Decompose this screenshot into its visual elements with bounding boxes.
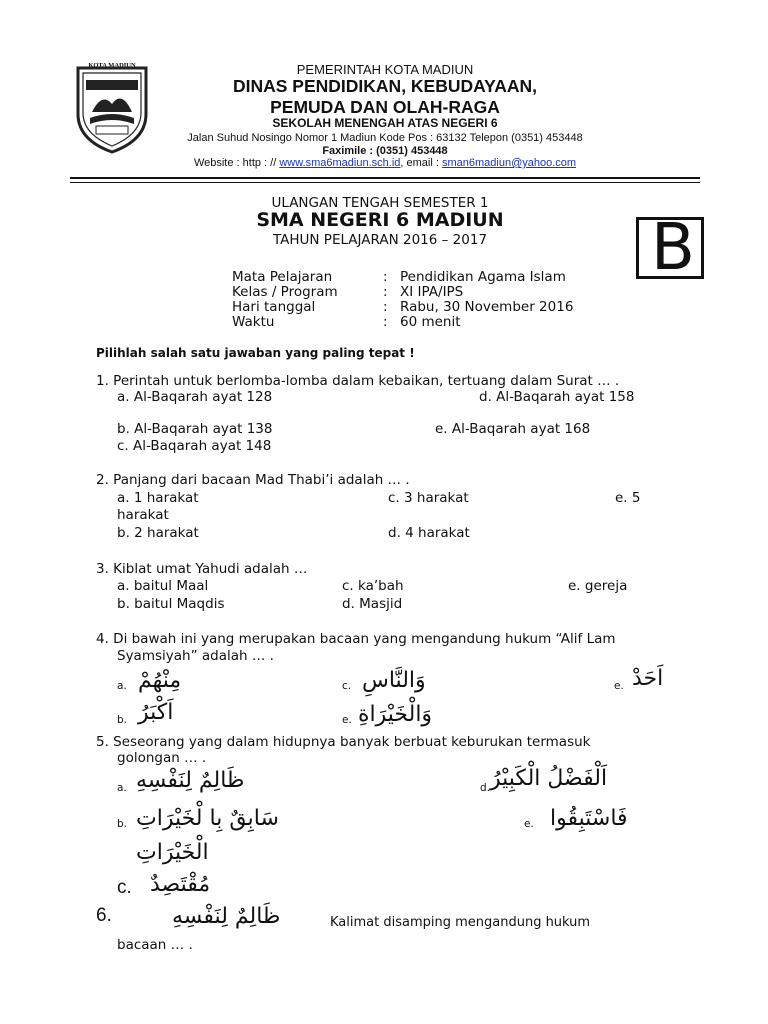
info-colon: : — [383, 269, 388, 285]
question-5-cont: golongan … . — [117, 750, 207, 766]
website-link[interactable]: www.sma6madiun.sch.id — [279, 157, 401, 169]
info-colon: : — [383, 299, 388, 315]
q2-option-b: b. 2 harakat — [117, 525, 199, 541]
q4-option-e2-arabic: وَالْخَيْرَاةِ — [358, 702, 433, 727]
q3-option-c: c. ka’bah — [342, 578, 404, 594]
q4-option-e-label: e. — [614, 680, 624, 692]
logo-text: KOTA MADIUN — [88, 62, 136, 69]
email-prefix: , email : — [400, 157, 442, 169]
question-2: 2. Panjang dari bacaan Mad Thabi’i adalah … . — [96, 472, 410, 488]
question-6-number: 6. — [96, 905, 112, 926]
email-link[interactable]: sman6madiun@yahoo.com — [441, 157, 577, 169]
header-fax: Faximile : (0351) 453448 — [322, 145, 448, 157]
q1-option-e: e. Al-Baqarah ayat 168 — [435, 421, 591, 437]
q1-option-c: c. Al-Baqarah ayat 148 — [117, 438, 272, 454]
info-value-time: 60 menit — [400, 314, 461, 330]
exam-title: ULANGAN TENGAH SEMESTER 1 — [271, 195, 489, 211]
exam-school-title: SMA NEGERI 6 MADIUN — [256, 209, 504, 231]
info-value-subject: Pendidikan Agama Islam — [400, 269, 566, 285]
q4-option-a-label: a. — [117, 680, 127, 692]
header-department: DINAS PENDIDIKAN, KEBUDAYAAN, — [232, 76, 538, 96]
info-label-subject: Mata Pelajaran — [232, 269, 333, 285]
q4-option-a-arabic: مِنْهُمْ — [138, 668, 182, 693]
info-label-time: Waktu — [232, 314, 275, 330]
q4-option-c-arabic: وَالنَّاسِ — [362, 668, 426, 693]
school-logo — [72, 62, 152, 154]
info-colon: : — [383, 284, 388, 300]
q5-option-c-arabic: مُقْتَصِدٌ — [150, 872, 211, 897]
q3-option-d: d. Masjid — [342, 596, 403, 612]
q4-option-c-label: c. — [342, 680, 352, 692]
header-divider — [70, 177, 700, 179]
q2-option-e-continued: harakat — [117, 507, 169, 523]
question-6: Kalimat disamping mengandung hukum — [330, 915, 591, 930]
header-department-2: PEMUDA DAN OLAH-RAGA — [270, 97, 500, 117]
q5-option-d-label: d. — [480, 782, 491, 794]
header-school: SEKOLAH MENENGAH ATAS NEGERI 6 — [272, 116, 498, 130]
q4-option-b-arabic: اَكْبَرُ — [138, 700, 174, 725]
q3-option-b: b. baitul Maqdis — [117, 596, 225, 612]
q4-option-e-arabic: اَحَدْ — [632, 666, 664, 691]
header-divider-thin — [70, 182, 700, 183]
q4-option-b-label: b. — [117, 714, 128, 726]
q2-option-c: c. 3 harakat — [388, 490, 469, 506]
q5-option-a-label: a. — [117, 782, 127, 794]
website-prefix: Website : http : // — [193, 157, 280, 169]
q5-option-b-label: b. — [117, 818, 128, 830]
question-4-cont: Syamsiyah” adalah … . — [117, 648, 274, 664]
q5-option-c-label: c. — [117, 877, 132, 898]
q3-option-e: e. gereja — [568, 578, 628, 594]
q5-option-e-label: e. — [524, 818, 534, 830]
q5-option-b-arabic: سَابِقٌ بِا لْخَيْرَاتِ — [136, 806, 279, 831]
header-contact — [150, 157, 620, 169]
q1-option-d: d. Al-Baqarah ayat 158 — [479, 389, 635, 405]
q2-option-d: d. 4 harakat — [388, 525, 470, 541]
info-value-date: Rabu, 30 November 2016 — [400, 299, 574, 315]
header-government: PEMERINTAH KOTA MADIUN — [296, 62, 474, 77]
info-value-class: XI IPA/IPS — [400, 284, 464, 300]
q1-option-b: b. Al-Baqarah ayat 138 — [117, 421, 273, 437]
exam-variant-box — [636, 211, 704, 285]
info-label-class: Kelas / Program — [232, 284, 338, 300]
question-4: 4. Di bawah ini yang merupakan bacaan yang mengandung hukum “Alif Lam — [96, 631, 616, 647]
q3-option-a: a. baitul Maal — [117, 578, 209, 594]
info-colon: : — [383, 314, 388, 330]
question-5: 5. Seseorang yang dalam hidupnya banyak berbuat keburukan termasuk — [96, 734, 591, 750]
q5-option-d-arabic: اَلْفَضْلُ الْكَبِيْرُ — [490, 766, 608, 791]
q4-option-e2-label: e. — [342, 714, 352, 726]
question-6-arabic: ظَالِمٌ لِنَفْسِهِ — [172, 904, 281, 929]
q2-option-e: e. 5 — [615, 490, 641, 506]
header-address: Jalan Suhud Nosingo Nomor 1 Madiun Kode Pos : 63132 Telepon (0351) 453448 — [187, 132, 583, 144]
q5-option-e-arabic: فَاسْتَبِقُوا — [550, 806, 628, 831]
q2-option-a: a. 1 harakat — [117, 490, 199, 506]
q1-option-a: a. Al-Baqarah ayat 128 — [117, 389, 273, 405]
exam-variant: B — [651, 211, 695, 285]
question-1: 1. Perintah untuk berlomba-lomba dalam kebaikan, tertuang dalam Surat … . — [96, 373, 620, 389]
exam-year: TAHUN PELAJARAN 2016 – 2017 — [272, 232, 488, 248]
question-3: 3. Kiblat umat Yahudi adalah … — [96, 561, 308, 577]
instruction: Pilihlah salah satu jawaban yang paling tepat ! — [96, 346, 415, 360]
question-6-cont: bacaan … . — [117, 937, 193, 953]
q5-option-b-arabic-continued: الْخَيْرَاتِ — [136, 840, 209, 865]
info-label-date: Hari tanggal — [232, 299, 316, 315]
q5-option-a-arabic: ظَالِمٌ لِنَفْسِهِ — [136, 768, 245, 793]
